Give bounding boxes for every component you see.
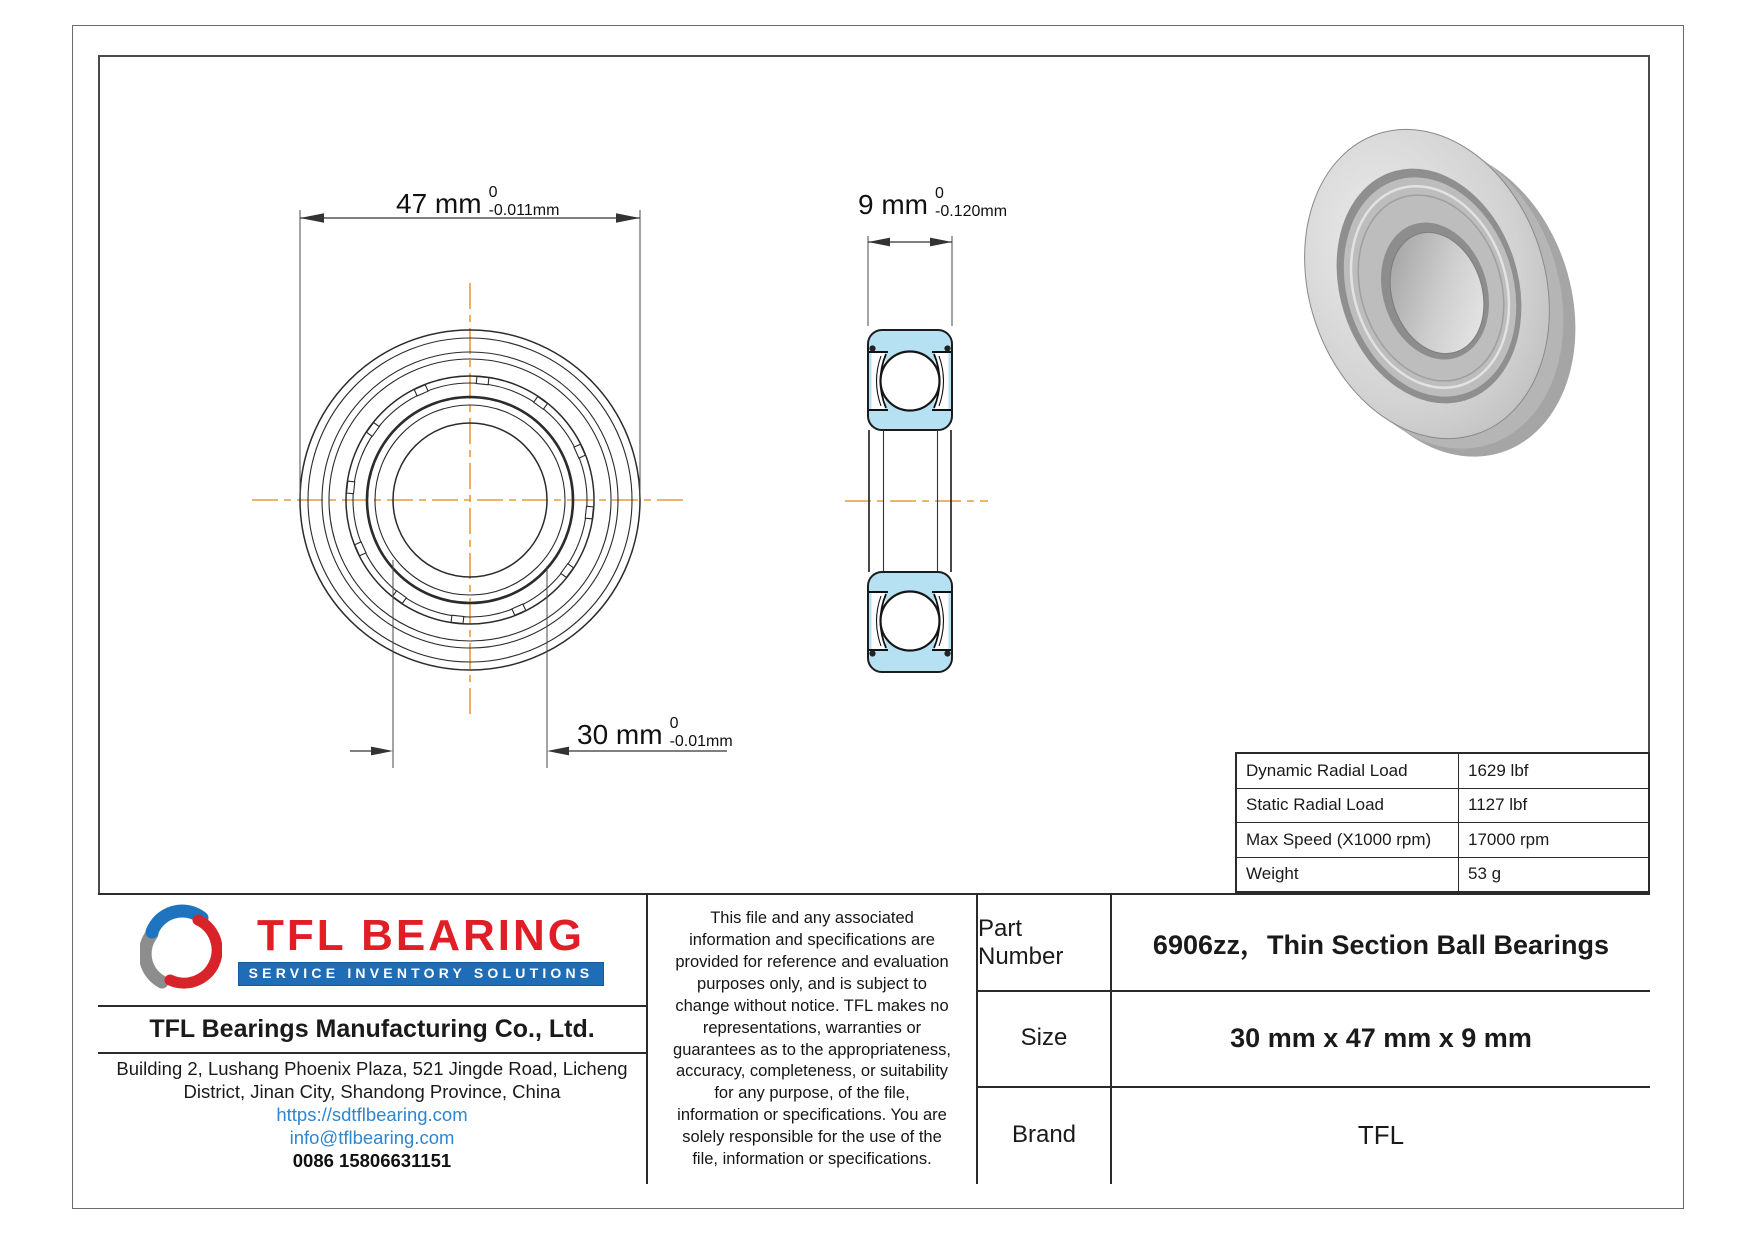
spec-label: Dynamic Radial Load <box>1237 754 1459 788</box>
company-address-cell <box>98 1052 648 1184</box>
dim-tolerance: 0 -0.011mm <box>488 184 560 220</box>
dimension-width <box>858 182 1007 219</box>
dimension-bore-diameter <box>577 712 733 749</box>
table-row <box>1237 754 1648 788</box>
company-address: Building 2, Lushang Phoenix Plaza, 521 Jingde Road, Licheng District, Jinan City, Shandong Province, China <box>116 1058 628 1102</box>
tfl-logo-icon <box>140 904 222 996</box>
table-row <box>978 895 1650 992</box>
section-top-pocket <box>868 330 952 430</box>
title-block <box>98 893 1650 1182</box>
table-row <box>1237 857 1648 892</box>
spec-value: 53 g <box>1468 864 1502 884</box>
disclaimer-text: This file and any associated information and specifications are provided for reference and evaluation purposes only, and is subject to change without notice. TFL makes no representations, warranties or guarantees as to the appropriateness, accuracy, completeness, or suitability for any purpose, of the file, information or specifications. You are solely responsible for the use of the file, information or specifications. <box>648 895 978 1184</box>
logo-cell <box>98 895 648 1005</box>
dim-value: 30 mm <box>577 718 663 750</box>
brand-value: TFL <box>1357 1119 1405 1150</box>
spec-label: Weight <box>1237 858 1459 892</box>
dim-value: 47 mm <box>396 187 482 219</box>
spec-value: 17000 rpm <box>1468 829 1550 849</box>
part-number-value: 6906zz，Thin Section Ball Bearings <box>1152 930 1610 960</box>
field-label: Brand <box>978 1086 1112 1184</box>
field-label: Size <box>978 990 1112 1086</box>
front-view <box>252 283 688 717</box>
dim-value: 9 mm <box>858 188 928 220</box>
website-link[interactable]: https://sdtflbearing.com <box>276 1104 468 1125</box>
logo-tagline: SERVICE INVENTORY SOLUTIONS <box>238 962 605 985</box>
bearing-3d-render <box>1266 97 1614 488</box>
logo-text <box>238 911 605 985</box>
section-view <box>845 236 988 672</box>
company-name: TFL Bearings Manufacturing Co., Ltd. <box>98 1005 648 1052</box>
dim-tolerance: 0 -0.01mm <box>669 715 733 751</box>
phone-number: 0086 15806631151 <box>292 1150 452 1171</box>
table-row <box>1237 822 1648 857</box>
section-bottom-pocket <box>868 572 952 672</box>
logo-title: TFL BEARING <box>257 911 585 961</box>
spec-value: 1127 lbf <box>1468 795 1528 815</box>
spec-value: 1629 lbf <box>1468 760 1529 780</box>
field-label: Part Number <box>978 895 1112 990</box>
dimension-outer-diameter <box>396 181 559 218</box>
table-row <box>978 990 1650 1088</box>
email-link[interactable]: info@tflbearing.com <box>289 1127 455 1148</box>
spec-table <box>1235 752 1650 893</box>
spec-label: Max Speed (X1000 rpm) <box>1237 823 1459 857</box>
dim-tolerance: 0 -0.120mm <box>935 185 1008 221</box>
size-value: 30 mm x 47 mm x 9 mm <box>1230 1022 1532 1053</box>
spec-label: Static Radial Load <box>1237 789 1459 823</box>
table-row <box>978 1086 1650 1184</box>
table-row <box>1237 788 1648 823</box>
